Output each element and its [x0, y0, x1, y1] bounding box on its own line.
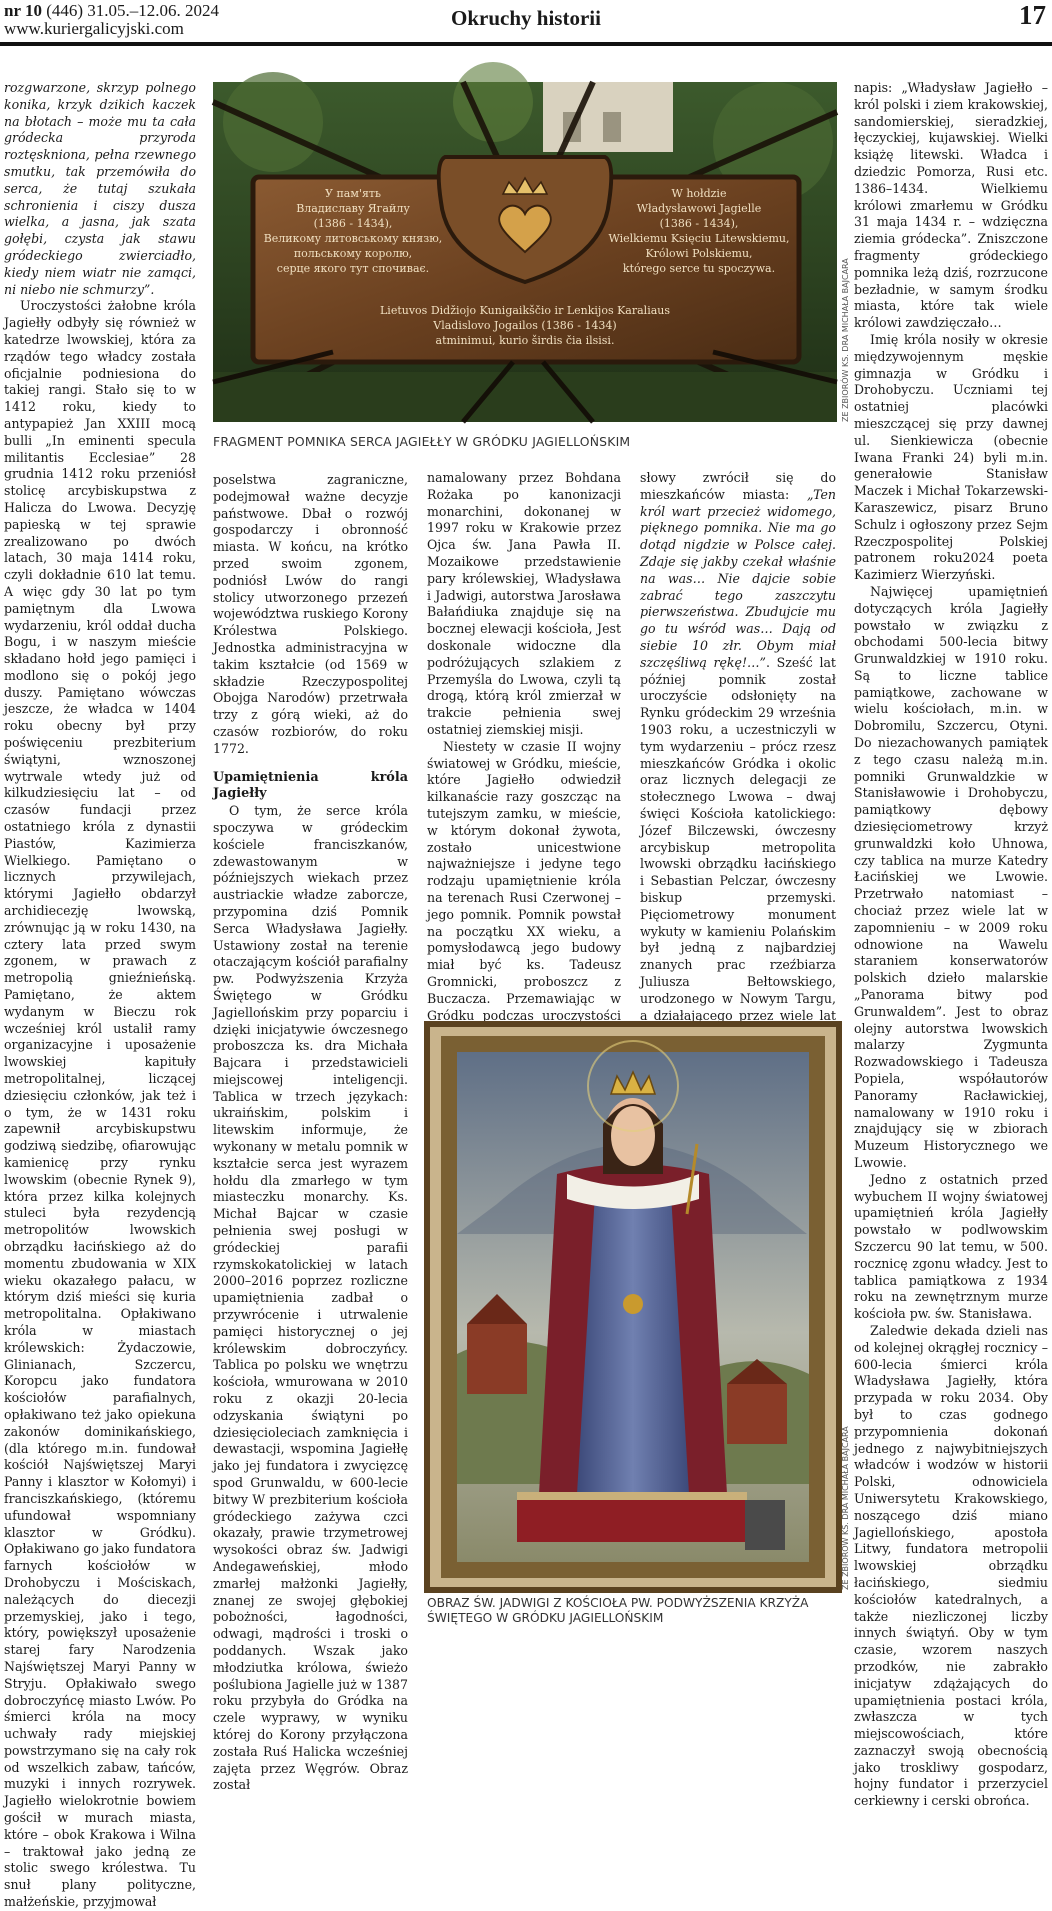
paragraph: napis: „Władysław Jagiełło – król polski i ziem krakowskiej, sandomierskiej, sieradzkiej, łęczyckiej, kujawskiej. Wielki książę litewski. Władca i dziedzic Pomorza, Rusi etc. 1386–1434. Wielkiemu królowi zmarłemu w Gródku 31 maja 1434 r. – wdzięczna ziemia gródecka”. Zniszczone fragmenty gródeckiego pomnika leżą dziś, rozrzucone bezładnie, w samym środku miasta, które tak wiele królowi zawdzięczało… — [854, 80, 1048, 331]
page-header — [0, 0, 1052, 46]
paragraph: Imię króla nosiły w okresie międzywojennym męskie gimnazja w Gródku i Drohobyczu. Uczniami tej ostatniej placówki mieszczącej się przy dawnej ul. Sienkiewicza (obecnie Iwana Franki 24) byli m.in. generałowie Stanisław Maczek i Michał Tokarzewski-Karaszewicz, pisarz Bruno Schulz i ogłoszony przez Sejm Rzeczpospolitej Polskiej patronem roku2024 poeta Kazimierz Wierzyński. — [854, 331, 1048, 583]
paragraph: namalowany przez Bohdana Rożaka po kanonizacji monarchini, dokonanej w 1997 roku w Krakowie przez Ojca św. Jana Pawła II. Mozaikowe przedstawienie pary królewskiej, Władysława i Jadwigi, autorstwa Jarosława Bałańdiuka znajduje się na bocznej elewacji kościoła, Jest doskonale widoczne dla podróżujących szlakiem z Przemyśla do Lwowa, czyli tą drogą, którą król zmierzał w trakcie pełnienia swej ostatniej ziemskiej misji. — [427, 470, 621, 737]
plaque-ua-line: (1386 - 1434), — [313, 217, 393, 230]
paragraph — [640, 470, 836, 1075]
page-number: 17 — [1019, 0, 1046, 30]
plaque-ua-line: Великому литовському князю, — [263, 232, 443, 245]
plaque-ua-line: польському королю, — [293, 247, 413, 260]
paragraph: Uroczystości żałobne króla Jagiełły odbyły się również w katedrze lwowskiej, która za rządów tego władcy została oficjalnie podniesiona do takiej rangi. Stało się to w 1412 roku, kiedy to antypapież Jan XXIII mocą bulli „In eminenti specula militantis Ecclesiae” 28 grudnia 1412 roku przeniósł stolicę arcybiskupstwa z Halicza do Lwowa. Decyzję papieską w tej sprawie zrealizowano po dwóch latach, 30 maja 1414 roku, czyli dokładnie 610 lat temu. A więc gdy 30 lat po tym pamiętnym dla Lwowa wydarzeniu, król oddał ducha Bogu, i w naszym mieście składano hołd jego pamięci i modlono się o pokój jego duszy. Pamiętano wówczas jeszcze, że władca w 1404 roku obecny był przy poświęceniu prezbiterium świątyni, wznoszonej wytrwale wtedy już od kilkudziesięciu lat – od czasów fundacji przez ostatniego króla z dynastii Piastów, Kazimierza Wielkiego. Pamiętano o licznych przywilejach, którymi Jagiełło obdarzył archidiecezję lwowską, zrównując ją w roku 1430, na cztery lata przed swym zgonem, w prawach z metropolią gnieźnieńską. Pamiętano, że aktem wydanym w Bieczu rok wcześniej król ustalił ramy organizacyjne i uposażenie lwowskiej kapituły metropolitalnej, liczącej dziesięciu członków, jak też i o tym, że w 1431 roku zapewnił arcybiskupstwu godziwą siedzibę, ofiarowując kamienicę przy rynku lwowskim (obecnie Rynek 9), która przez kilka kolejnych stuleci była rezydencją metropolitów lwowskich obrządku łacińskiego aż do momentu zbudowania w XIX wieku okazałego pałacu, w którym dziś mieści się kuria metropolitalna. Opłakiwano króla w miastach królewskich: Żydaczowie, Glinianach, Szczercu, Koropcu jako fundatora kościołów parafialnych, opłakiwano też jako opiekuna zakonów dominikańskiego, (dla którego m.in. fundował kościół Najświętszej Maryi Panny i klasztor w Kołomyi) i franciszkańskiego, (któremu ufundował wspomniany klasztor w Gródku). Opłakiwano go jako fundatora farnych kościołów w Drohobyczu i Mościskach, należących do diecezji przemyskiej, jako i tego, który, powiększył uposażenie starej fary Narodzenia Najświętszej Maryi Panny w Stryju. Opłakiwało swego dobroczyńcę miasto Lwów. Po śmierci króla na mocy uchwały rady miejskiej powstrzymano się na cały rok od wszelkich zabaw, tańców, muzyki i innych rozrywek. Jagiełło wielokrotnie bowiem gościł w murach miasta, które – obok Krakowa i Wilna – traktował jako jedną ze stolic swego królestwa. Tu snuł plany polityczne, małżeńskie, przyjmował — [4, 298, 196, 1910]
paragraph: Jedno z ostatnich przed wybuchem II wojny światowej upamiętnień króla Jagiełły powstało w podlwowskim Szczercu 90 lat temu, w 500. rocznicę zgonu władcy. Jest to tablica pamiątkowa z 1934 roku na zewnętrznym murze kościoła pw. św. Stanisława. — [854, 1171, 1048, 1322]
paragraph: poselstwa zagraniczne, podejmował ważne decyzje państwowe. Dbał o rozwój gospodarczy i obronność miasta. W końcu, na krótko przed swoim zgonem, podniósł Lwów do rangi stolicy utworzonego przezeń województwa ruskiego Korony Królestwa Polskiego. Jednostka administracyjna w takim kształcie (od 1569 w składzie Rzeczypospolitej Obojga Narodów) przetrwała trzy z górą wieki, aż do czasów rozbiorów, do roku 1772. — [213, 472, 408, 756]
plaque-lt-line: atminimui, kurio širdis čia ilsisi. — [435, 334, 615, 347]
plaque-pl-line: którego serce tu spoczywa. — [622, 262, 776, 275]
column-3 — [427, 470, 621, 1023]
paragraph — [4, 80, 196, 298]
plaque-pl-line: Królowi Polskiemu, — [645, 247, 753, 260]
st-jadwiga-painting-photo — [427, 1024, 839, 1590]
plaque-pl-line: Wielkiemu Księciu Litewskiemu, — [608, 232, 790, 245]
paragraph: Niestety w czasie II wojny światowej w Gródku, mieście, które Jagiełło odwiedził kilkanaście razy goszcząc na tutejszym zamku, w mieście, w którym dokonał żywota, zostało unicestwione najważniejsze i jedyne tego rodzaju upamiętnienie króla na terenach Rusi Czerwonej – jego pomnik. Pomnik powstał na początku XX wieku, a pomysłodawcą jego budowy miał być ks. Tadeusz Gromnicki, proboszcz z Buczacza. Przemawiając w Gródku podczas uroczystości — [427, 738, 621, 1023]
plaque-ua-line: У пам'ять — [325, 187, 381, 200]
plaque-ua-line: Владиславу Ягайлу — [296, 202, 410, 215]
paragraph: Najwięcej upamiętnień dotyczących króla Jagiełły powstało w związku z obchodami 500-lecia bitwy Grunwaldzkiej w 1910 roku. Są to liczne tablice pamiątkowe, zachowane w wielu kościołach, m.in. w Dobromilu, Szczercu, Otyni. Do niezachowanych pamiątek z tego czasu należą m.in. pomniki Grunwaldzkie w Stanisławowie i Drohobyczu, pamiątkowy dębowy dziesięciometrowy krzyż grunwaldzki koło Uhnowa, czy tablica na murze Katedry Łacińskiej we Lwowie. Przetrwało natomiast – chociaż przez wiele lat w zapomnieniu – w 2009 roku odnowione na Wawelu staraniem konserwatorów polskich dzieło malarskie „Panorama bitwy pod Grunwaldem”. Jest to obraz olejny autorstwa lwowskich malarzy Zygmunta Rozwadowskiego i Tadeusza Popiela, współautorów Panoramy Racławickiej, namalowany w 1910 roku i znajdujący się w zbiorach Muzeum Historycznego we Lwowie. — [854, 583, 1048, 1170]
section-title: Okruchy historii — [451, 6, 601, 30]
plaque-ua-line: серце якого тут спочиває. — [276, 262, 430, 275]
column-4 — [640, 470, 836, 1023]
header-rule — [0, 42, 1052, 46]
column-5 — [854, 80, 1048, 1809]
paragraph: O tym, że serce króla spoczywa w gródeckim kościele franciszkanów, zdewastowanym w późniejszych wiekach przez austriackie władze zaborcze, przypomina dziś Pomnik Serca Władysława Jagiełły. Ustawiony został na terenie otaczającym kościół parafialny pw. Podwyższenia Krzyża Świętego w Gródku Jagiellońskim przy poparciu i dzięki inicjatywie ówczesnego proboszcza ks. dra Michała Bajcara i przedstawicieli miejscowej inteligencji. Tablica w trzech językach: ukraińskim, polskim i litewskim informuje, że wykonany w metalu pomnik w kształcie serca jest wyrazem hołdu dla zmarłego w tym miasteczku monarchy. Ks. Michał Bajcar w czasie pełnienia swej posługi w gródeckiej parafii rzymskokatolickiej w latach 2000–2016 poprzez rozliczne upamiętnienia zadbał o przywrócenie i utrwalenie pamięci historycznej o jej królewskim dobroczyńcy. Tablica po polsku we wnętrzu kościoła, wmurowana w 2010 roku z okazji 20-lecia odzyskania świątyni po dziesięcioleciach zamknięcia i dewastacji, wspomina Jagiełłę jako jej fundatora i zwycięzcę spod Grunwaldu, w 600-lecie bitwy W prezbiterium kościoła gródeckiego zażywa czci okazały, prawie trzymetrowej wysokości obraz św. Jadwigi Andegaweńskiej, młodo zmarłej małżonki Jagiełły, znanej ze swojej głębokiej pobożności, łagodności, odwagi, mądrości i troski o poddanych. Wszak jako młodziutka królowa, świeżo poślubiona Jagielle już w 1387 roku przybyła do Gródka na czele wyprawy, w wyniku której do Korony przyłączona została Ruś Halicka wcześniej zajęta przez Węgrów. Obraz został — [213, 803, 408, 1793]
column-1 — [4, 80, 196, 1910]
text-span: słowy zwrócił się do mieszkańców miasta: — [640, 470, 836, 502]
plaque-lt-line: Vladislovo Jogailos (1386 - 1434) — [433, 319, 617, 332]
text-span: . Sześć lat później pomnik został uroczyście odsłonięty na Rynku gródeckim 29 września 1903 roku, a uczestniczyli w tym wydarzeniu – prócz rzesz mieszkańców Gródka i okolic oraz licznych delegacji ze stołecznego Lwowa – dwaj święci Kościoła katolickiego: Józef Bilczewski, ówczesny arcybiskup metropolita lwowski obrządku łacińskiego i Sebastian Pelczar, ówczesny biskup przemyski. Pięciometrowy monument wykuty w kamieniu Polańskim był jedną z najbardziej znanych prac rzeźbiarza Juliusza Bełtowskiego, urodzonego w Nowym Targu, a działającego przez wiele lat — [640, 654, 836, 1023]
issue-dates: (446) 31.05.–12.06. 2024 — [41, 1, 220, 20]
plaque-pl-line: (1386 - 1434), — [659, 217, 739, 230]
quote-text: „Ten król wart przecież widomego, pięknego pomnika. Nie ma go dotąd nigdzie w Polsce całej. Zdaje się jakby czekał właśnie na was… Nie dajcie sobie zabrać tego zaszczytu pierwszeństwa. Zbudujcie mu go tu wśród was… Dają od siebie 10 złr. Obym miał szczęśliwą rękę!…” — [640, 486, 836, 670]
plaque-pl-line: W hołdzie — [671, 187, 727, 200]
photo-credit — [840, 200, 852, 422]
photo-credit — [840, 1420, 852, 1590]
issue-number: nr 10 — [4, 1, 42, 20]
photo-caption: FRAGMENT POMNIKA SERCA JAGIEŁŁY W GRÓDKU JAGIELLOŃSKIM — [213, 434, 631, 449]
paragraph: Zaledwie dekada dzieli nas od kolejnej okrągłej rocznicy – 600-lecia śmierci króla Władysława Jagiełły, która przypada w roku 2034. Oby był to czas godnego przypomnienia dokonań jednego z najwybitniejszych władców i wodzów w historii Polski, odnowiciela Uniwersytetu Krakowskiego, noszącego dziś miano Jagiellońskiego, apostoła Litwy, fundatora metropolii lwowskiej obrządku łacińskiego, siedmiu kościołów katedralnych, a także niezliczonej liczby innych świątyń. Oby w tym czasie, wzorem naszych przodków, nie zabrakło inicjatyw zdążających do upamiętnienia postaci króla, zwłaszcza w tych miejscowościach, które zaznaczył swoją obecnością jako troskliwy gospodarz, hojny fundator i przerzyciel cerkiewny i cerski obrońca. — [854, 1322, 1048, 1809]
plaque-lt-line: Lietuvos Didžiojo Kunigaikščio ir Lenkijos Karaliaus — [380, 304, 670, 317]
column-2 — [213, 472, 408, 1793]
credit-text: ZE ZBIORÓW KS. DRA MICHAŁA BAJCARA — [841, 258, 850, 422]
heart-monument-image — [213, 82, 837, 422]
section-heading: Upamiętnienia króla Jagiełły — [213, 769, 408, 802]
quote-text: rozgwarzone, skrzyp polnego konika, krzyk dzikich kaczek na błotach – może mu ta cała gródecka przyroda roztęskniona, pełna rzewnego smutku, tak przemówiła do serca, że tutaj szukała schronienia i ciszy dusza wielka, a jasna, jak szata gołębi, czysta jak stawu gródeckiego zwierciadło, kiedy niem wiatr nie zamąci, ni niebo nie schmurzy”. — [4, 80, 196, 297]
website-link[interactable]: www.kuriergalicyjski.com — [4, 19, 184, 38]
plaque-pl-line: Władysławowi Jagielle — [636, 202, 762, 215]
credit-text: ZE ZBIORÓW KS. DRA MICHAŁA BAJCARA — [841, 1426, 850, 1590]
st-jadwiga-painting-image — [427, 1024, 839, 1590]
photo-caption: OBRAZ ŚW. JADWIGI Z KOŚCIOŁA PW. PODWYŻSZENIA KRZYŻA ŚWIĘTEGO W GRÓDKU JAGIELLOŃSKIM — [427, 1596, 809, 1625]
heart-monument-photo — [213, 82, 837, 422]
